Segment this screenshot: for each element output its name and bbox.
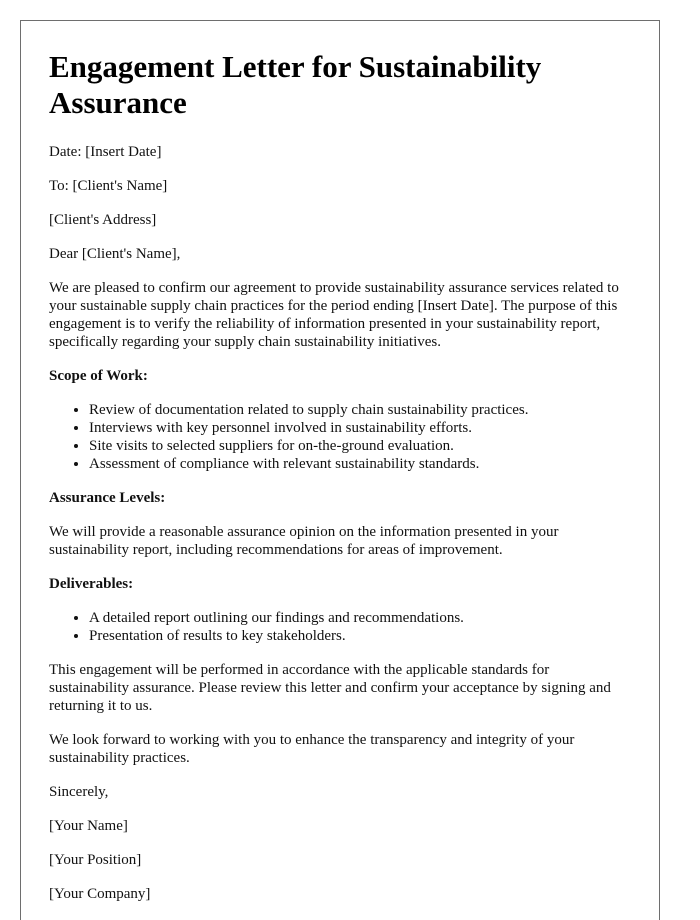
letter-page [20, 20, 660, 920]
list-item: • A detailed report outlining our findings and recommendations. [89, 609, 631, 627]
date-line: Date: [Insert Date] [49, 144, 162, 160]
list-item: • Site visits to selected suppliers for on-the-ground evaluation. [89, 437, 631, 455]
deliverables-list [49, 609, 631, 645]
list-item: • Assessment of compliance with relevant sustainability standards. [89, 455, 631, 473]
deliverables-heading: Deliverables: [49, 576, 134, 592]
signer-name: [Your Name] [49, 818, 128, 834]
list-item: • Review of documentation related to supply chain sustainability practices. [89, 401, 631, 419]
recipient-address: [Client's Address] [49, 212, 157, 228]
scope-list [49, 401, 631, 473]
scope-heading: Scope of Work: [49, 368, 148, 384]
list-item: • Interviews with key personnel involved in sustainability efforts. [89, 419, 631, 437]
assurance-paragraph: We will provide a reasonable assurance opinion on the information presented in your sustainability report, including recommendations for areas of improvement. [49, 524, 559, 558]
letter-title: Engagement Letter for Sustainability Assurance [49, 49, 542, 120]
list-item: • Presentation of results to key stakeholders. [89, 627, 631, 645]
signer-position: [Your Position] [49, 852, 142, 868]
sign-off: Sincerely, [49, 784, 109, 800]
standards-paragraph: This engagement will be performed in accordance with the applicable standards for sustainability assurance. Please review this letter and confirm your acceptance by signing and returning it to us. [49, 662, 611, 714]
closing-paragraph: We look forward to working with you to enhance the transparency and integrity of your sustainability practices. [49, 732, 575, 766]
assurance-heading: Assurance Levels: [49, 490, 166, 506]
intro-paragraph: We are pleased to confirm our agreement to provide sustainability assurance services related to your sustainable supply chain practices for the period ending [Insert Date]. The purpose of this engagement is to verify the reliability of information presented in your sustainability report, specifically regarding your supply chain sustainability initiatives. [49, 280, 619, 350]
recipient-line: To: [Client's Name] [49, 178, 168, 194]
signer-company: [Your Company] [49, 886, 151, 902]
salutation: Dear [Client's Name], [49, 246, 181, 262]
